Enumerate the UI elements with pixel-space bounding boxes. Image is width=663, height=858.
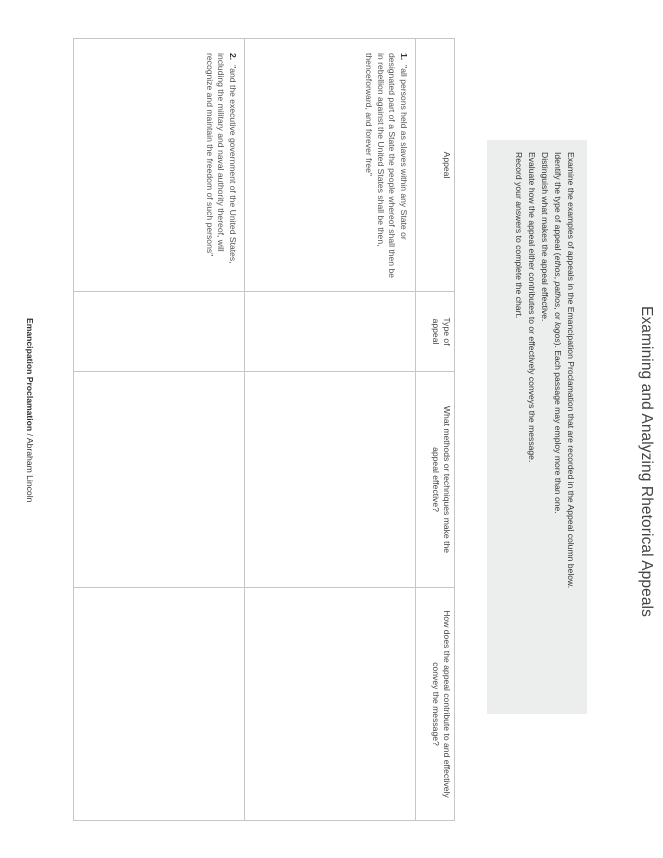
- appeal-quote-2: "and the executive government of the United States, including the military and naval authority thereof, will recognize and maintain the freedom of such persons": [205, 53, 238, 264]
- header-methods: [416, 372, 455, 588]
- header-contribute: [416, 588, 455, 821]
- row-number-1: 1.: [399, 53, 409, 61]
- logos-term: logos: [553, 322, 563, 343]
- header-type-of-appeal: [416, 292, 455, 372]
- footer-citation: [25, 318, 35, 502]
- header-methods-text: What methods or techniques make the appeal effective?: [431, 405, 452, 554]
- instructions-box: [487, 140, 587, 714]
- instruction-examine: Examine the examples of appeals in the Emancipation Proclamation that are recorded in the Appeal column below.: [566, 152, 576, 589]
- instruction-evaluate: Evaluate how the appeal either contributes to or effectively conveys the message.: [527, 152, 537, 463]
- contribute-cell-1[interactable]: [245, 588, 416, 821]
- instruction-identify-pre: Identify the type of appeal (: [553, 152, 563, 256]
- footer-author: Abraham Lincoln: [25, 437, 35, 503]
- methods-cell-2[interactable]: [74, 372, 245, 588]
- separator-comma: ,: [553, 276, 563, 282]
- table-row: [245, 39, 416, 821]
- type-cell-2[interactable]: [74, 292, 245, 372]
- appeals-chart: [73, 38, 455, 821]
- header-type-of-appeal-text: Type of appeal: [431, 317, 452, 346]
- appeal-cell-2: [74, 39, 245, 292]
- page-title: Examining and Analyzing Rhetorical Appeals: [638, 306, 655, 617]
- appeal-quote-1: "all persons held as slaves within any State or designated part of a State the people whereof shall then be in rebellion against the United States shall be then, thenceforward, and forever free": [364, 53, 409, 279]
- separator-or: , or: [553, 307, 563, 323]
- contribute-cell-2[interactable]: [74, 588, 245, 821]
- type-cell-1[interactable]: [245, 292, 416, 372]
- instruction-identify-post: ). Each passage may employ more than one.: [553, 342, 563, 514]
- chart-header-row: [416, 39, 455, 821]
- footer-separator: /: [25, 431, 35, 438]
- methods-cell-1[interactable]: [245, 372, 416, 588]
- header-contribute-text: How does the appeal contribute to and effectively convey the message?: [431, 610, 452, 798]
- appeal-passage-2: [204, 39, 245, 291]
- appeal-cell-1: [245, 39, 416, 292]
- instruction-identify: [551, 152, 564, 704]
- ethos-term: ethos: [553, 255, 563, 277]
- instruction-distinguish: Distinguish what makes the appeal effective.: [540, 152, 550, 322]
- instruction-record: Record your answers to complete the chart.: [514, 152, 524, 319]
- table-row: [74, 39, 245, 821]
- appeal-passage-1: [363, 39, 415, 291]
- row-number-2: 2.: [228, 53, 238, 61]
- header-appeal: Appeal: [416, 39, 455, 292]
- pathos-term: pathos: [553, 281, 563, 308]
- footer-work: Emancipation Proclamation: [25, 318, 35, 432]
